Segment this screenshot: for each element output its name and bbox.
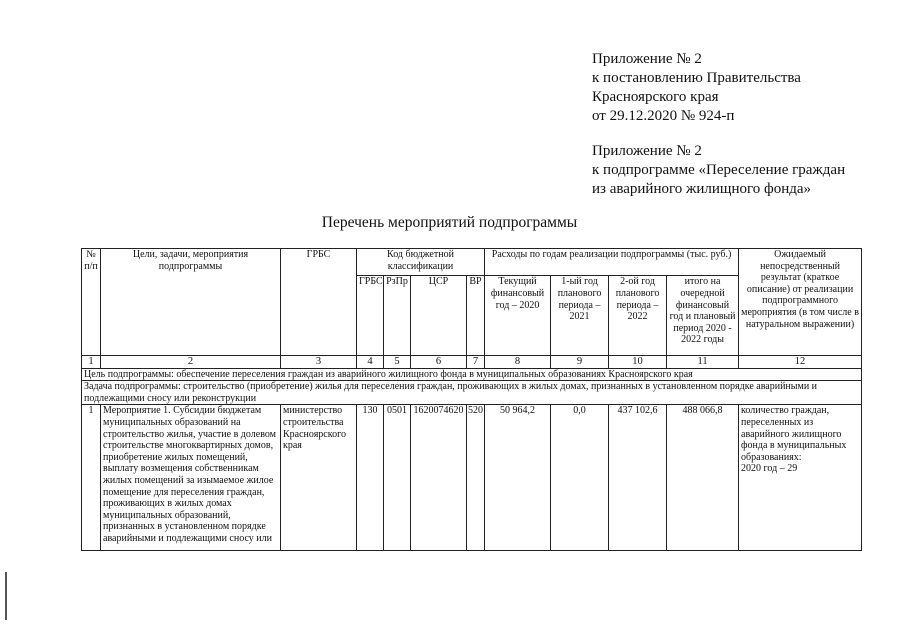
- table-row: [82, 405, 862, 551]
- page-title: Перечень мероприятий подпрограммы: [321, 214, 578, 231]
- scan-edge-line: [5, 572, 7, 620]
- row-y2020: 50 964,2: [485, 405, 551, 551]
- row-measure: Мероприятие 1. Субсидии бюджетам муниципальных образований на строительство жилья, участие в долевом строительстве многоквартирных домов, приобретение жилых помещений, выплату возмещения собственникам жилых помещений за изымаемое жилое помещение для переселения граждан, проживающих в жилых домах муниципальных образований, признанных в установленном порядке аварийными и подлежащими сносу или: [101, 405, 281, 551]
- header-grbs: ГРБС: [281, 249, 357, 356]
- row-total: 488 066,8: [667, 405, 739, 551]
- header-sub-vr: ВР: [467, 276, 485, 356]
- row-y2022: 437 102,6: [609, 405, 667, 551]
- task-row: Задача подпрограммы: строительство (приобретение) жилья для переселения граждан, проживающих в жилых домах, признанных в установленном порядке аварийными и подлежащими сносу или реконструкции: [82, 381, 862, 405]
- header-sub-csr: ЦСР: [411, 276, 467, 356]
- header-sub-first: 1-ый год планового периода – 2021: [551, 276, 609, 356]
- column-number: 7: [467, 356, 485, 369]
- header-num: № п/п: [82, 249, 101, 356]
- header-sub-second: 2-ой год планового периода – 2022: [609, 276, 667, 356]
- column-number: 3: [281, 356, 357, 369]
- header-line: от 29.12.2020 № 924-п: [592, 108, 735, 124]
- column-number: 1: [82, 356, 101, 369]
- column-number: 12: [739, 356, 862, 369]
- column-number: 5: [384, 356, 411, 369]
- column-number-row: [82, 356, 862, 369]
- row-vr: 520: [467, 405, 485, 551]
- header-budget-code: Код бюджетной классификации: [357, 249, 485, 276]
- goal-row: Цель подпрограммы: обеспечение переселения граждан из аварийного жилищного фонда в муниципальных образованиях Красноярского края: [82, 368, 862, 381]
- header-line: к подпрограмме «Переселение граждан: [592, 162, 846, 178]
- header-sub-grbs: ГРБС: [357, 276, 384, 356]
- row-result-year: 2020 год – 29: [741, 463, 798, 475]
- measures-table: [81, 248, 862, 551]
- row-csr: 1620074620: [411, 405, 467, 551]
- column-number: 8: [485, 356, 551, 369]
- header-goals: Цели, задачи, мероприятия подпрограммы: [101, 249, 281, 356]
- header-sub-current: Текущий финансовый год – 2020: [485, 276, 551, 356]
- row-result-text: количество граждан, переселенных из аварийного жилищного фонда в муниципальных образованиях:: [741, 405, 847, 463]
- column-number: 4: [357, 356, 384, 369]
- header-sub-rzpr: РзПр: [384, 276, 411, 356]
- header-result: Ожидаемый непосредственный результат (краткое описание) от реализации подпрограммного мероприятия (в том числе в натуральном выражении): [739, 249, 862, 356]
- header-line: из аварийного жилищного фонда»: [592, 181, 812, 197]
- header-block: [592, 50, 892, 199]
- row-rzpr: 0501: [384, 405, 411, 551]
- row-y2021: 0,0: [551, 405, 609, 551]
- header-line: Красноярского края: [592, 89, 719, 105]
- header-expenses: Расходы по годам реализации подпрограммы (тыс. руб.): [485, 249, 739, 276]
- column-number: 6: [411, 356, 467, 369]
- column-number: 9: [551, 356, 609, 369]
- column-number: 11: [667, 356, 739, 369]
- header-line: Приложение № 2: [592, 143, 702, 159]
- row-num: 1: [82, 405, 101, 551]
- row-grbs: министерство строительства Красноярского края: [281, 405, 357, 551]
- column-number: 10: [609, 356, 667, 369]
- row-result: [739, 405, 862, 551]
- header-line: Приложение № 2: [592, 51, 702, 67]
- column-number: 2: [101, 356, 281, 369]
- row-code-grbs: 130: [357, 405, 384, 551]
- header-line: к постановлению Правительства: [592, 70, 801, 86]
- header-sub-total: итого на очередной финансовый год и плановый период 2020 - 2022 годы: [667, 276, 739, 356]
